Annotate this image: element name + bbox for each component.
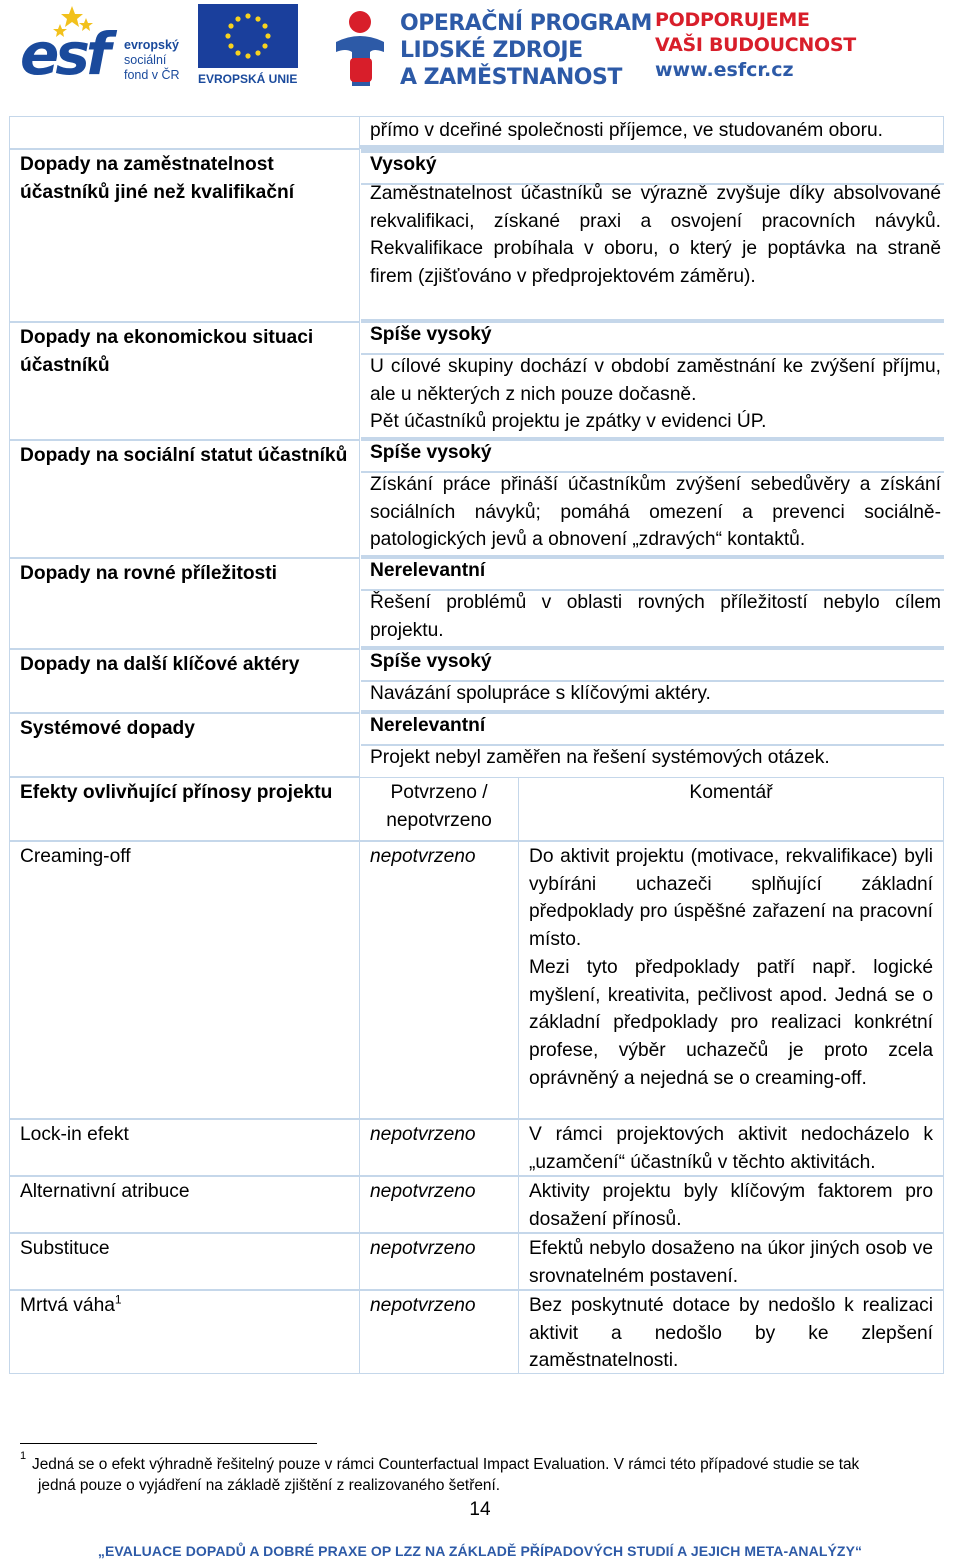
support-slogan: PODPORUJEME VAŠI BUDOUCNOST www.esfcr.cz bbox=[655, 9, 856, 81]
esf-wordmark: esf bbox=[20, 20, 108, 88]
table-row-impact bbox=[9, 649, 944, 713]
effects-header-row bbox=[9, 777, 944, 841]
impact-label: Dopady na sociální statut účastníků bbox=[20, 445, 348, 466]
impact-rating: Spíše vysoký bbox=[361, 437, 944, 473]
op-logo bbox=[330, 4, 652, 90]
effect-label: Creaming-off bbox=[20, 846, 131, 867]
effect-comment: V rámci projektových aktivit nedocházelo k „uzamčení“ účastníků v těchto aktivitách. bbox=[529, 1124, 933, 1173]
impact-text: Řešení problémů v oblasti rovných příležitostí nebylo cílem projektu. bbox=[370, 592, 941, 641]
table-row-effect bbox=[9, 1233, 944, 1290]
impact-label: Dopady na rovné příležitosti bbox=[20, 563, 277, 584]
eu-flag-icon bbox=[198, 4, 298, 68]
impact-text: Projekt nebyl zaměřen na řešení systémových otázek. bbox=[370, 747, 830, 768]
impact-rating: Spíše vysoký bbox=[361, 319, 944, 355]
effect-comment-extra: Mezi tyto předpoklady patří např. logické myšlení, kreativita, pečlivost apod. Jedná se o základní předpoklady pro realizaci konkrétní profese, výběr uchazečů je proto zcela oprávněný a nejedná se o creaming-off. bbox=[529, 957, 933, 1089]
eu-logo bbox=[198, 4, 298, 86]
footnote-marker[interactable]: 1 bbox=[114, 1292, 122, 1307]
effect-status: nepotvrzeno bbox=[370, 1124, 476, 1145]
effect-label: Substituce bbox=[20, 1238, 110, 1259]
eu-label: EVROPSKÁ UNIE bbox=[198, 72, 298, 86]
page-header bbox=[0, 0, 960, 100]
effect-status: nepotvrzeno bbox=[370, 1181, 476, 1202]
impact-text: Navázání spolupráce s klíčovými aktéry. bbox=[370, 683, 711, 704]
table-row-impact bbox=[9, 713, 944, 777]
impact-label: Dopady na zaměstnatelnost účastníků jiné než kvalifikační bbox=[20, 154, 295, 203]
table-row-effect bbox=[9, 1290, 944, 1374]
effect-label: Alternativní atribuce bbox=[20, 1181, 190, 1202]
impact-text: Zaměstnatelnost účastníků se výrazně zvyšuje díky absolvované rekvalifikaci, získané praxi a osvojení pracovních návyků. Rekvalifikace probíhala v oboru, o který je poptávka na straně firem (zjišťováno v předprojektovém záměru). bbox=[370, 183, 941, 288]
impact-label: Systémové dopady bbox=[20, 718, 195, 739]
table-row-fragment bbox=[9, 116, 944, 149]
confirmed-column-header: Potvrzeno / nepotvrzeno bbox=[386, 782, 492, 831]
fragment-text: přímo v dceřiné společnosti příjemce, ve studovaném oboru. bbox=[370, 120, 883, 141]
page-number: 14 bbox=[469, 1499, 491, 1520]
impact-rating: Nerelevantní bbox=[361, 710, 944, 746]
table-row-impact bbox=[9, 149, 944, 322]
effect-comment: Efektů nebylo dosaženo na úkor jiných osob ve srovnatelném postavení. bbox=[529, 1238, 933, 1287]
impact-rating: Spíše vysoký bbox=[361, 646, 944, 682]
page-footer: „EVALUACE DOPADŮ A DOBRÉ PRAXE OP LZZ NA ZÁKLADĚ PŘÍPADOVÝCH STUDIÍ A JEJICH META-ANALÝZY“ bbox=[97, 1543, 863, 1559]
impact-label: Dopady na ekonomickou situaci účastníků bbox=[20, 327, 314, 376]
footnote-separator bbox=[20, 1443, 317, 1444]
impact-rating: Nerelevantní bbox=[361, 555, 944, 591]
table-row-effect bbox=[9, 1119, 944, 1176]
effect-status: nepotvrzeno bbox=[370, 1238, 476, 1259]
impact-label: Dopady na další klíčové aktéry bbox=[20, 654, 300, 675]
impact-rating: Vysoký bbox=[361, 149, 944, 185]
effect-status: nepotvrzeno bbox=[370, 1295, 476, 1316]
footnote-number: 1 bbox=[20, 1450, 27, 1462]
effect-comment: Do aktivit projektu (motivace, rekvalifikace) byli vybíráni uchazeči splňující základní předpoklady pro úspěšné zařazení na pracovní místo. bbox=[529, 846, 933, 951]
effect-comment: Bez poskytnuté dotace by nedošlo k realizaci aktivit a nedošlo by ke zlepšení zaměstnatelnosti. bbox=[529, 1295, 933, 1372]
impact-text: U cílové skupiny dochází v období zaměstnání ke zvýšení příjmu, ale u některých z nich pouze dočasně. bbox=[370, 356, 941, 405]
impact-text-extra: Pět účastníků projektu je zpátky v evidenci ÚP. bbox=[370, 411, 767, 432]
effect-status: nepotvrzeno bbox=[370, 846, 476, 867]
footnote-line-1: Jedná se o efekt výhradně řešitelný pouze v rámci Counterfactual Impact Evaluation. V rámci této případové studie se tak bbox=[32, 1456, 860, 1473]
impact-text: Získání práce přináší účastníkům zvýšení sebedůvěry a získání sociálních návyků; pomáhá omezení a prevenci sociálně-patologických jevů a obnovení „zdravých“ kontaktů. bbox=[370, 474, 941, 551]
esf-caption: evropský sociální fond v ČR bbox=[124, 38, 180, 82]
effect-label: Mrtvá váha$^1$ bbox=[20, 1292, 122, 1316]
footnote-line-2: jedná pouze o vyjádření na základě zjištění z realizovaného šetření. bbox=[38, 1477, 501, 1494]
website-link[interactable]: www.esfcr.cz bbox=[655, 59, 794, 81]
table-row-effect bbox=[9, 1176, 944, 1233]
esf-logo bbox=[20, 4, 188, 86]
comment-column-header: Komentář bbox=[689, 782, 773, 803]
op-title: OPERAČNÍ PROGRAM LIDSKÉ ZDROJE A ZAMĚSTNANOST bbox=[400, 11, 652, 90]
table-row-impact bbox=[9, 558, 944, 649]
op-figure-icon bbox=[330, 8, 394, 88]
effect-label: Lock-in efekt bbox=[20, 1124, 129, 1145]
table-row-effect bbox=[9, 841, 944, 1119]
table-row-impact bbox=[9, 322, 944, 440]
effects-header-label: Efekty ovlivňující přínosy projektu bbox=[20, 782, 333, 803]
effect-comment: Aktivity projektu byly klíčovým faktorem pro dosažení přínosů. bbox=[529, 1181, 933, 1230]
table-row-impact bbox=[9, 440, 944, 558]
